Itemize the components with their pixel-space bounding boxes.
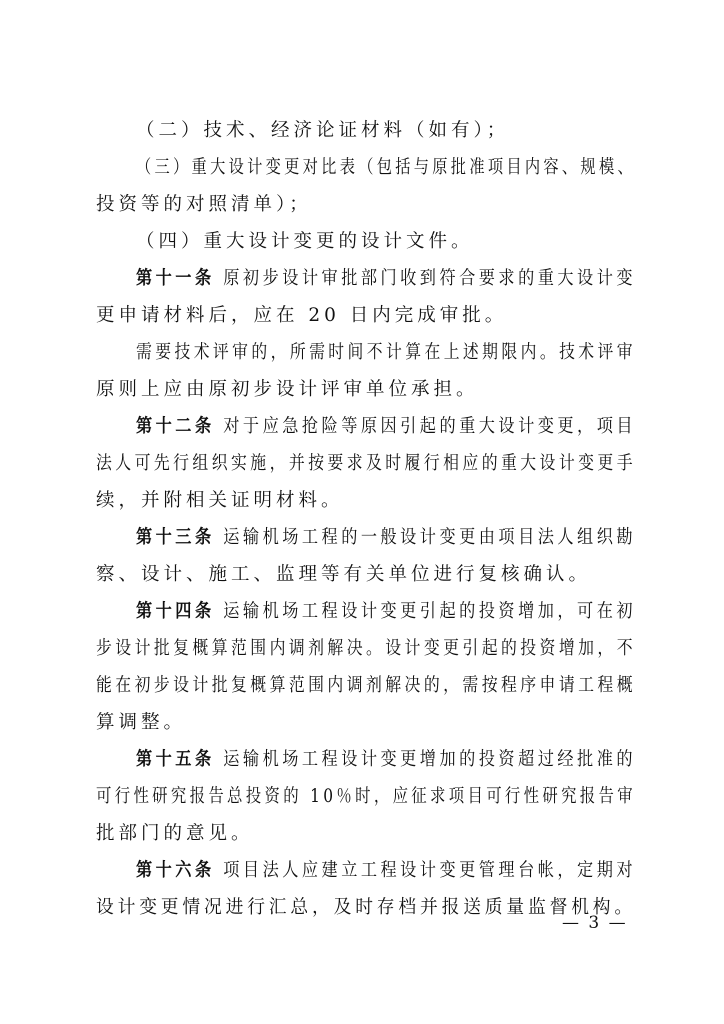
paragraph-line: 法人可先行组织实施，并按要求及时履行相应的重大设计变更手 [96,453,636,474]
paragraph-line: （四）重大设计变更的设计文件。 [136,231,474,252]
paragraph-line: 需要技术评审的，所需时间不计算在上述期限内。技术评审 [136,342,637,363]
paragraph-line: 原则上应由原初步设计评审单位承担。 [96,379,479,400]
paragraph-line: 批部门的意见。 [96,823,254,844]
article-line: 第十一条 原初步设计审批部门收到符合要求的重大设计变 [136,268,637,289]
paragraph-line: 投资等的对照清单）； [96,194,312,215]
article-heading: 第十二条 [136,416,215,437]
paragraph-line: 算调整。 [96,712,187,733]
article-line: 第十四条 运输机场工程设计变更引起的投资增加，可在初 [136,601,637,622]
paragraph-line: 更申请材料后，应在 20 日内完成审批。 [96,305,508,326]
paragraph-line: 步设计批复概算范围内调剂解决。设计变更引起的投资增加，不 [96,638,636,659]
paragraph-line: （二）技术、经济论证材料（如有）； [136,120,510,141]
page-number: — 3 — [562,913,628,933]
paragraph-line: 察、设计、施工、监理等有关单位进行复核确认。 [96,564,592,585]
article-line: 第十六条 项目法人应建立工程设计变更管理台帐，定期对 [136,860,637,881]
paragraph-line: 能在初步设计批复概算范围内调剂解决的，需按程序申请工程概 [96,675,636,696]
article-heading: 第十六条 [136,860,215,881]
article-heading: 第十一条 [136,268,215,289]
paragraph-line: （三）重大设计变更对比表（包括与原批准项目内容、规模、 [136,157,636,178]
article-line: 第十二条 对于应急抢险等原因引起的重大设计变更，项目 [136,416,637,437]
paragraph-line: 可行性研究报告总投资的 10％时，应征求项目可行性研究报告审 [96,786,636,807]
article-line: 第十五条 运输机场工程设计变更增加的投资超过经批准的 [136,749,637,770]
article-heading: 第十三条 [136,527,215,548]
article-line: 第十三条 运输机场工程的一般设计变更由项目法人组织勘 [136,527,637,548]
article-heading: 第十四条 [136,601,215,622]
paragraph-line: 设计变更情况进行汇总，及时存档并报送质量监督机构。 [96,897,637,918]
article-heading: 第十五条 [136,749,215,770]
paragraph-line: 续，并附相关证明材料。 [96,490,344,511]
